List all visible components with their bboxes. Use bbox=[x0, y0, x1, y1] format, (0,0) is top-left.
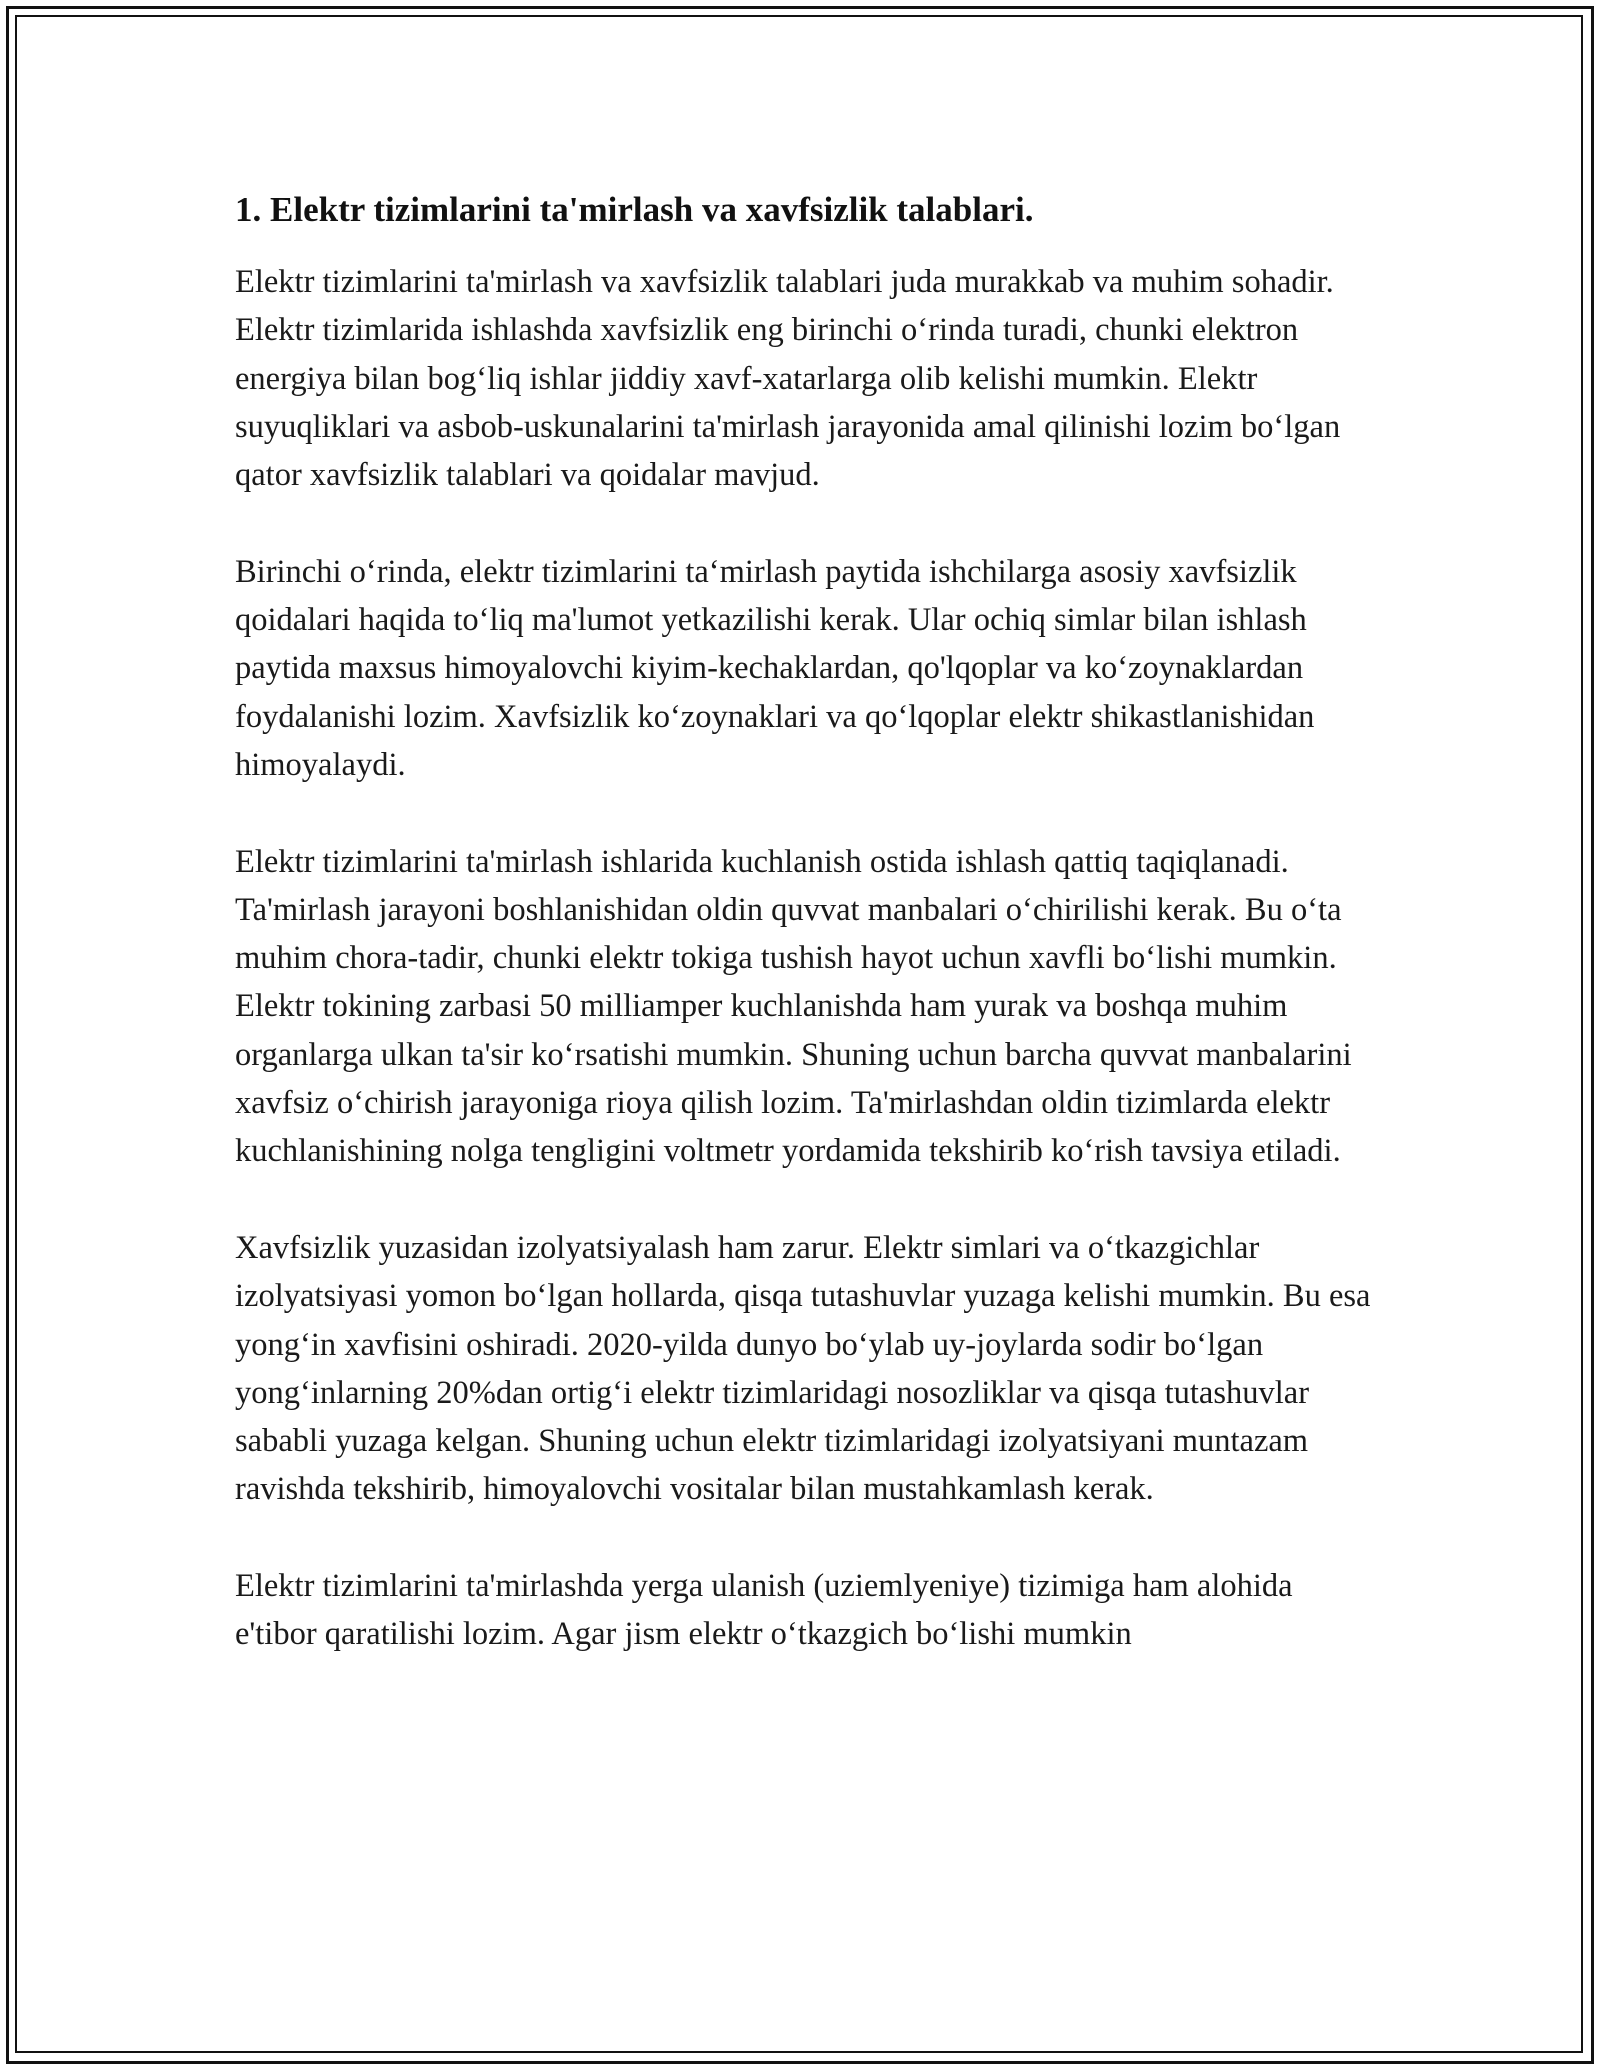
paragraph-3: Elektr tizimlarini ta'mirlash ishlarida kuchlanish ostida ishlash qattiq taqiqlanadi. Ta'mirlash jarayoni boshlanishidan oldin quvvat manbalari oʻchirilishi kerak. Bu oʻta muhim chora-tadir, chunki elektr tokiga tushish hayot uchun xavfli boʻlishi mumkin. Elektr tokining zarbasi 50 milliamper kuchlanishda ham yurak va boshqa muhim organlarga ulkan ta'sir koʻrsatishi mumkin. Shuning uchun barcha quvvat manbalarini xavfsiz oʻchirish jarayoniga rioya qilish lozim. Ta'mirlashdan oldin tizimlarda elektr kuchlanishining nolga tengligini voltmetr yordamida tekshirib koʻrish tavsiya etiladi. bbox=[235, 843, 1352, 1170]
paragraph-2: Birinchi oʻrinda, elektr tizimlarini taʻmirlash paytida ishchilarga asosiy xavfsizlik qoidalari haqida toʻliq ma'lumot yetkazilishi kerak. Ular ochiq simlar bilan ishlash paytida maxsus himoyalovchi kiyim-kechaklardan, qo'lqoplar va koʻzoynaklardan foydalanishi lozim. Xavfsizlik koʻzoynaklari va qoʻlqoplar elektr shikastlanishidan himoyalaydi. bbox=[235, 553, 1315, 783]
paragraph-4: Xavfsizlik yuzasidan izolyatsiyalash ham zarur. Elektr simlari va oʻtkazgichlar izolyatsiyasi yomon boʻlgan hollarda, qisqa tutashuvlar yuzaga kelishi mumkin. Bu esa yongʻin xavfisini oshiradi. 2020-yilda dunyo boʻylab uy-joylarda sodir boʻlgan yongʻinlarning 20%dan ortigʻi elektr tizimlaridagi nosozliklar va qisqa tutashuvlar sababli yuzaga kelgan. Shuning uchun elektr tizimlaridagi izolyatsiyani muntazam ravishda tekshirib, himoyalovchi vositalar bilan mustahkamlash kerak. bbox=[235, 1229, 1371, 1508]
section-heading: 1. Elektr tizimlarini ta'mirlash va xavfsizlik talablari. bbox=[235, 190, 1034, 229]
paragraph-1: Elektr tizimlarini ta'mirlash va xavfsizlik talablari juda murakkab va muhim sohadir. Elektr tizimlarida ishlashda xavfsizlik eng birinchi oʻrinda turadi, chunki elektron energiya bilan bogʻliq ishlar jiddiy xavf-xatarlarga olib kelishi mumkin. Elektr suyuqliklari va asbob-uskunalarini ta'mirlash jarayonida amal qilinishi lozim boʻlgan qator xavfsizlik talablari va qoidalar mavjud. bbox=[235, 264, 1341, 494]
paragraph-5: Elektr tizimlarini ta'mirlashda yerga ulanish (uziemlyeniye) tizimiga ham alohida e'tibor qaratilishi lozim. Agar jism elektr oʻtkazgich boʻlishi mumkin bbox=[235, 1568, 1293, 1653]
document-body bbox=[235, 186, 1375, 1707]
